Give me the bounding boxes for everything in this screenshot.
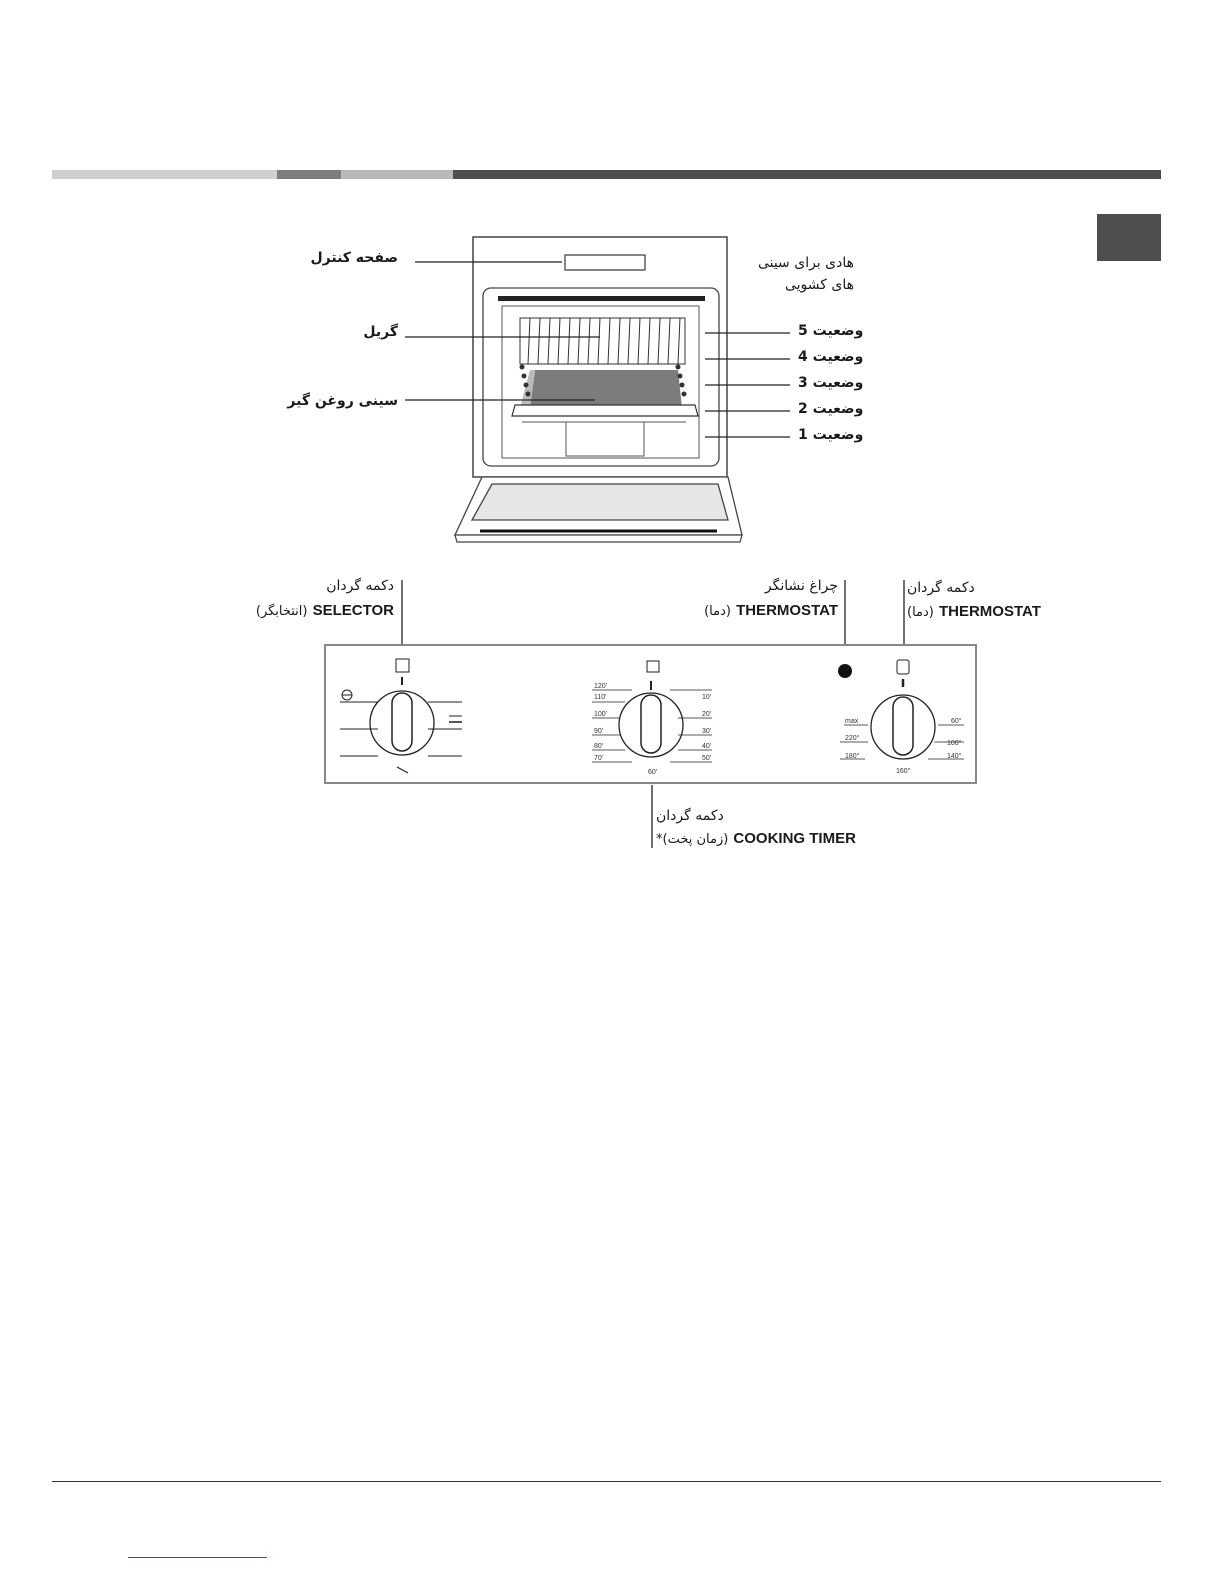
timer-mark-50: 50' [702, 755, 712, 762]
thermo-mark-220: 220° [845, 735, 860, 742]
header-bar [52, 170, 1161, 179]
timer-mark-20: 20' [702, 711, 712, 718]
label-position-5: وضعیت 5 [798, 323, 864, 339]
indicator-label-line2: (دما) THERMOSTAT [704, 602, 838, 619]
timer-mark-10: 10' [702, 694, 712, 701]
selector-label-line1: دکمه گردان [326, 578, 394, 594]
timer-mark-90: 90' [594, 728, 604, 735]
indicator-lamp [838, 664, 852, 678]
timer-mark-70: 70' [594, 755, 604, 762]
label-control-panel: صفحه کنترل [310, 250, 398, 266]
timer-mark-100: 100' [594, 711, 608, 718]
thermo-mark-180: 180° [845, 753, 860, 760]
thermo-mark-max: max [845, 718, 859, 725]
footer-rule [52, 1481, 1161, 1482]
selector-label-line2: (انتخابگر) SELECTOR [255, 602, 394, 619]
timer-mark-60: 60' [648, 769, 658, 776]
label-rack-guides-1: هادی برای سینی [757, 255, 854, 271]
timer-mark-120: 120' [594, 683, 608, 690]
footer-link[interactable] [128, 1557, 267, 1558]
label-rack-guides-2: های کشویی [784, 277, 854, 293]
indicator-label-line1: چراغ نشانگر [764, 578, 838, 594]
thermo-mark-60: 60° [951, 718, 962, 725]
thermostat-label-line1: دکمه گردان [907, 580, 975, 596]
timer-mark-110: 110' [594, 694, 607, 701]
thermo-mark-140: 140° [947, 753, 962, 760]
label-position-4: وضعیت 4 [798, 349, 864, 365]
language-tab [1097, 214, 1161, 261]
timer-label-line2: *(زمان پخت) COOKING TIMER [656, 830, 856, 847]
thermo-mark-100: 100° [947, 740, 962, 747]
timer-mark-80: 80' [594, 743, 604, 750]
label-position-3: وضعیت 3 [798, 375, 864, 391]
thermostat-label-line2: (دما) THERMOSTAT [907, 603, 1041, 620]
label-position-1: وضعیت 1 [798, 427, 864, 443]
label-drip-tray: سینی روغن گیر [287, 393, 398, 409]
timer-mark-30: 30' [702, 728, 712, 735]
timer-mark-40: 40' [702, 743, 712, 750]
label-grill: گریل [363, 324, 398, 340]
thermo-mark-160: 160° [896, 768, 911, 775]
label-position-2: وضعیت 2 [798, 401, 864, 417]
control-panel-illustration [320, 575, 985, 855]
timer-label-line1: دکمه گردان [656, 808, 724, 824]
oven-door [455, 477, 742, 542]
